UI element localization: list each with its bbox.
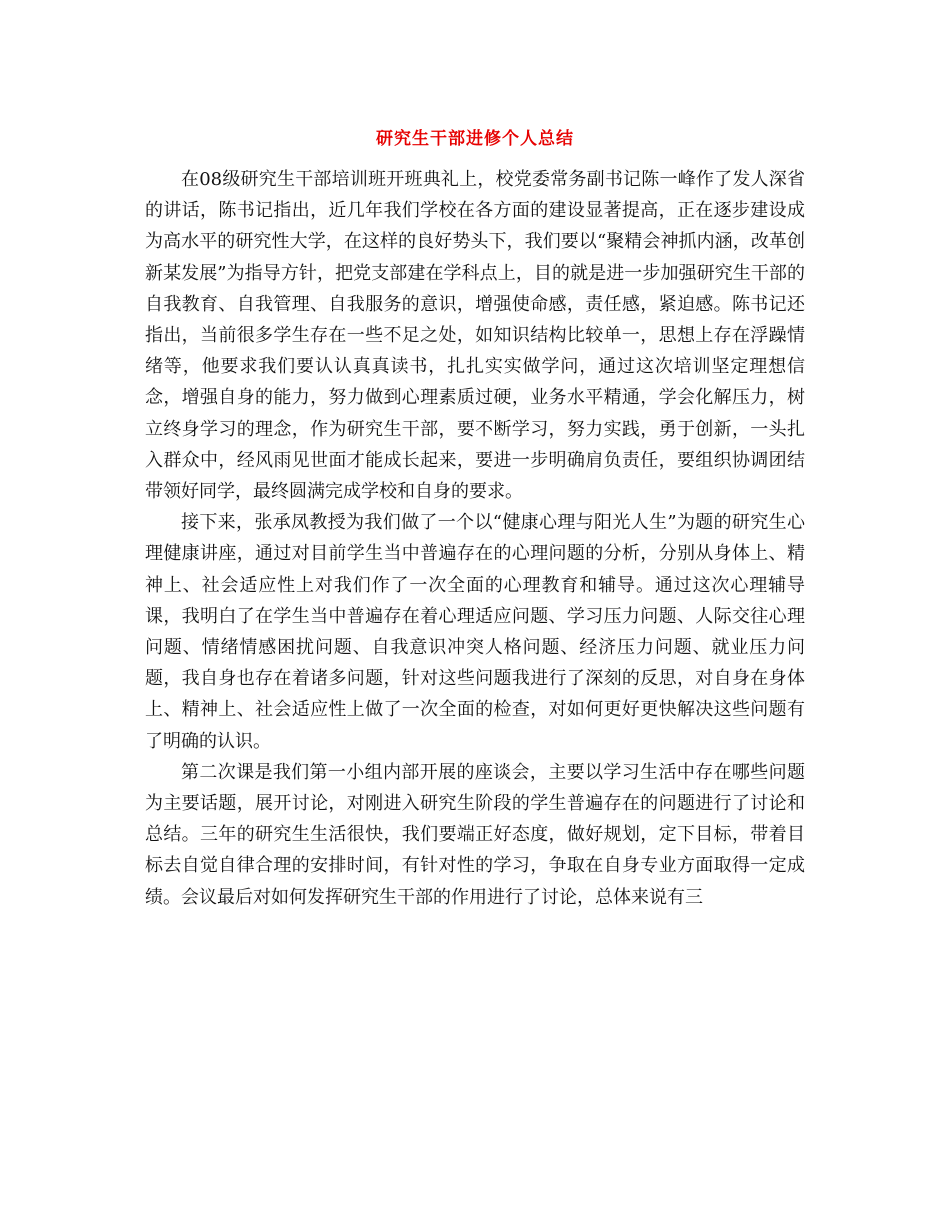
- paragraph-opening-ceremony: 在08级研究生干部培训班开班典礼上，校党委常务副书记陈一峰作了发人深省的讲话，陈书记指出，近几年我们学校在各方面的建设显著提高，正在逐步建设成为高水平的研究性大学，在这样的良好势头下，我们要以“聚精会神抓内涵，改革创新某发展”为指导方针，把党支部建在学科点上，目的就是进一步加强研究生干部的自我教育、自我管理、自我服务的意识，增强使命感，责任感，紧迫感。陈书记还指出，当前很多学生存在一些不足之处，如知识结构比较单一，思想上存在浮躁情绪等，他要求我们要认认真真读书，扎扎实实做学问，通过这次培训坚定理想信念，增强自身的能力，努力做到心理素质过硬，业务水平精通，学会化解压力，树立终身学习的理念，作为研究生干部，要不断学习，努力实践，勇于创新，一头扎入群众中，经风雨见世面才能成长起来，要进一步明确肩负责任，要组织协调团结带领好同学，最终圆满完成学校和自身的要求。: [145, 169, 805, 503]
- paragraph-group-discussion: 第二次课是我们第一小组内部开展的座谈会，主要以学习生活中存在哪些问题为主要话题，展开讨论，对刚进入研究生阶段的学生普遍存在的问题进行了讨论和总结。三年的研究生生活很快，我们要端正好态度，做好规划，定下目标，带着目标去自觉自律合理的安排时间，有针对性的学习，争取在自身专业方面取得一定成绩。会议最后对如何发挥研究生干部的作用进行了讨论，总体来说有三: [145, 761, 805, 908]
- document-title: 研究生干部进修个人总结: [376, 129, 574, 149]
- paragraph-psychology-lecture: 接下来，张承凤教授为我们做了一个以“健康心理与阳光人生”为题的研究生心理健康讲座，通过对目前学生当中普遍存在的心理问题的分析，分别从身体上、精神上、社会适应性上对我们作了一次全面的心理教育和辅导。通过这次心理辅导课，我明白了在学生当中普遍存在着心理适应问题、学习压力问题、人际交往心理问题、情绪情感困扰问题、自我意识冲突人格问题、经济压力问题、就业压力问题，我自身也存在着诸多问题，针对这些问题我进行了深刻的反思，对自身在身体上、精神上、社会适应性上做了一次全面的检查，对如何更好更快解决这些问题有了明确的认识。: [145, 512, 805, 752]
- document-body: [145, 164, 805, 913]
